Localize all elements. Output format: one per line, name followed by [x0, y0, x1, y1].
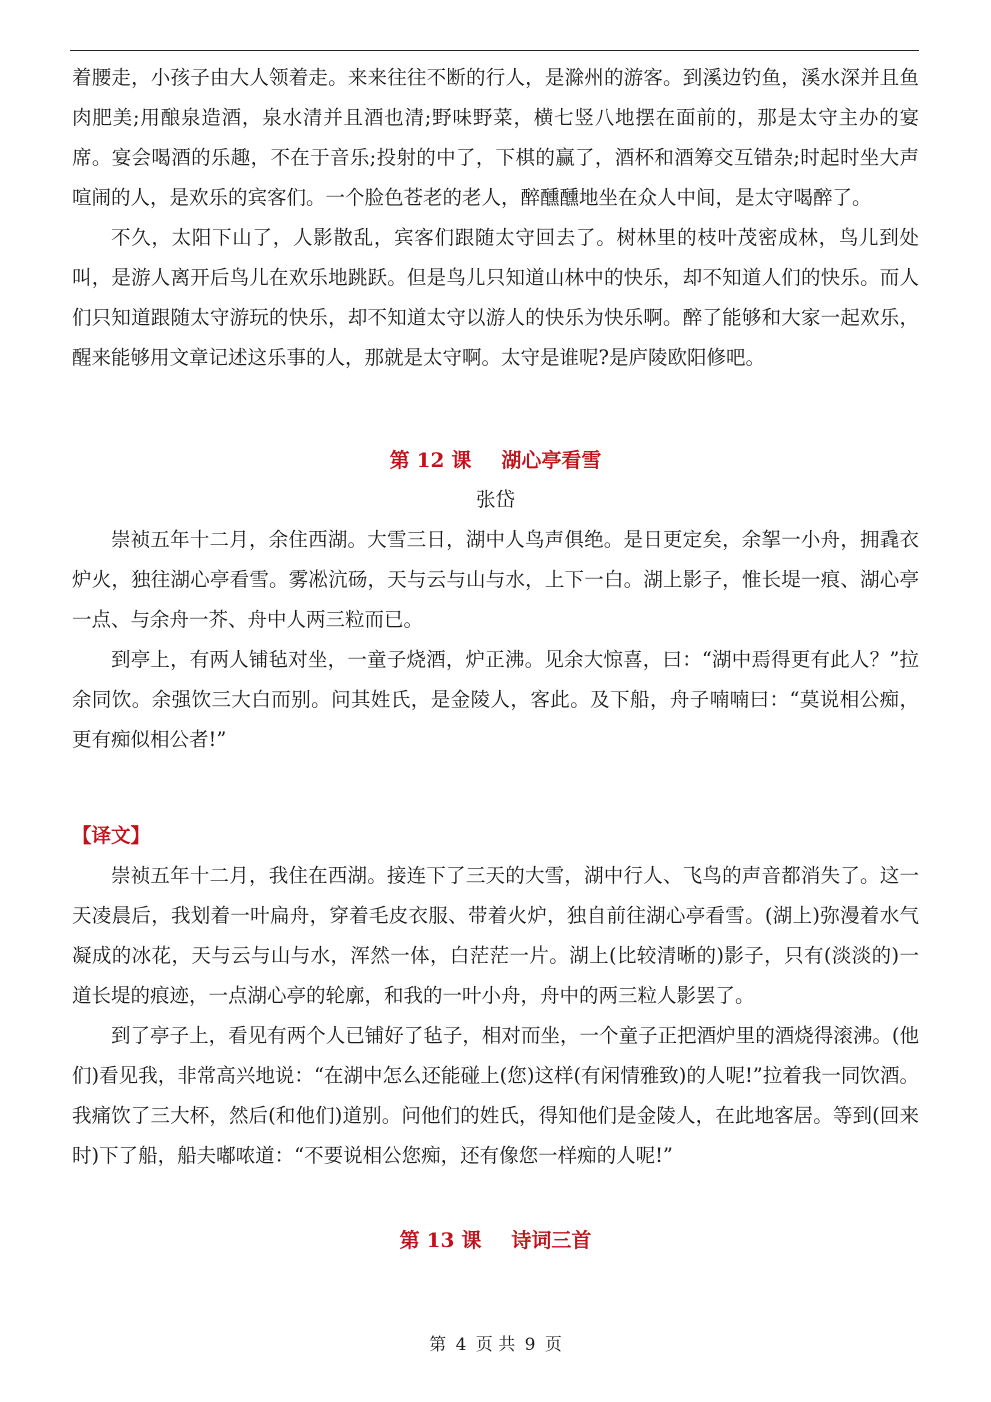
page-footer: [0, 1333, 991, 1357]
lesson-13-heading: [72, 1220, 919, 1260]
footer-prefix: 第: [429, 1335, 447, 1355]
translation-paragraph-2: 到了亭子上，看见有两个人已铺好了毡子，相对而坐，一个童子正把酒炉里的酒烧得滚沸。(他们)看见我，非常高兴地说：“在湖中怎么还能碰上(您)这样(有闲情雅致)的人呢!”拉着我一同饮酒。我痛饮了三大杯，然后(和他们)道别。问他们的姓氏，得知他们是金陵人，在此地客居。等到(回来时)下了船，船夫嘟哝道：“不要说相公您痴，还有像您一样痴的人呢!”: [72, 1024, 919, 1167]
lesson-12-title: 湖心亭看雪: [501, 448, 602, 472]
lesson-12-author: 张岱: [475, 488, 515, 511]
lesson-12-paragraph-2: 到亭上，有两人铺毡对坐，一童子烧酒，炉正沸。见余大惊喜，曰：“湖中焉得更有此人？”拉余同饮。余强饮三大白而别。问其姓氏，是金陵人，客此。及下船，舟子喃喃曰：“莫说相公痴，更有痴似相公者!”: [72, 648, 919, 751]
lesson-13-number: 第 13 课: [399, 1228, 482, 1252]
lesson-12-number: 第 12 课: [389, 448, 472, 472]
footer-middle: 页 共: [475, 1335, 516, 1355]
header-rule: [70, 50, 919, 51]
footer-suffix: 页: [544, 1335, 562, 1355]
translation-paragraph-1: 崇祯五年十二月，我住在西湖。接连下了三天的大雪，湖中行人、飞鸟的声音都消失了。这一天凌晨后，我划着一叶扁舟，穿着毛皮衣服、带着火炉，独自前往湖心亭看雪。(湖上)弥漫着水气凝成的冰花，天与云与山与水，浑然一体，白茫茫一片。湖上(比较清晰的)影子，只有(淡淡的)一道长堤的痕迹，一点湖心亭的轮廓，和我的一叶小舟，舟中的两三粒人影罢了。: [72, 864, 919, 1007]
lesson-13-title: 诗词三首: [511, 1228, 592, 1252]
total-pages: 9: [524, 1335, 536, 1355]
lesson-12-heading: [72, 440, 919, 480]
lesson-12-paragraph-1: 崇祯五年十二月，余住西湖。大雪三日，湖中人鸟声俱绝。是日更定矣，余挐一小舟，拥毳衣炉火，独往湖心亭看雪。雾凇沆砀，天与云与山与水，上下一白。湖上影子，惟长堤一痕、湖心亭一点、与余舟一芥、舟中人两三粒而已。: [72, 528, 919, 631]
prev-translation-paragraph-1: 着腰走，小孩子由大人领着走。来来往往不断的行人，是滁州的游客。到溪边钓鱼，溪水深并且鱼肉肥美;用酿泉造酒，泉水清并且酒也清;野味野菜，横七竖八地摆在面前的，那是太守主办的宴席。宴会喝酒的乐趣，不在于音乐;投射的中了，下棋的赢了，酒杯和酒筹交互错杂;时起时坐大声喧闹的人，是欢乐的宾客们。一个脸色苍老的老人，醉醺醺地坐在众人中间，是太守喝醉了。: [72, 66, 919, 209]
prev-translation-paragraph-2: 不久，太阳下山了，人影散乱，宾客们跟随太守回去了。树林里的枝叶茂密成林，鸟儿到处叫，是游人离开后鸟儿在欢乐地跳跃。但是鸟儿只知道山林中的快乐，却不知道人们的快乐。而人们只知道跟随太守游玩的快乐，却不知道太守以游人的快乐为快乐啊。醉了能够和大家一起欢乐，醒来能够用文章记述这乐事的人，那就是太守啊。太守是谁呢?是庐陵欧阳修吧。: [72, 226, 919, 369]
page-content: [72, 58, 919, 1260]
current-page-number: 4: [455, 1335, 467, 1355]
translation-label: 【译文】: [72, 824, 151, 847]
